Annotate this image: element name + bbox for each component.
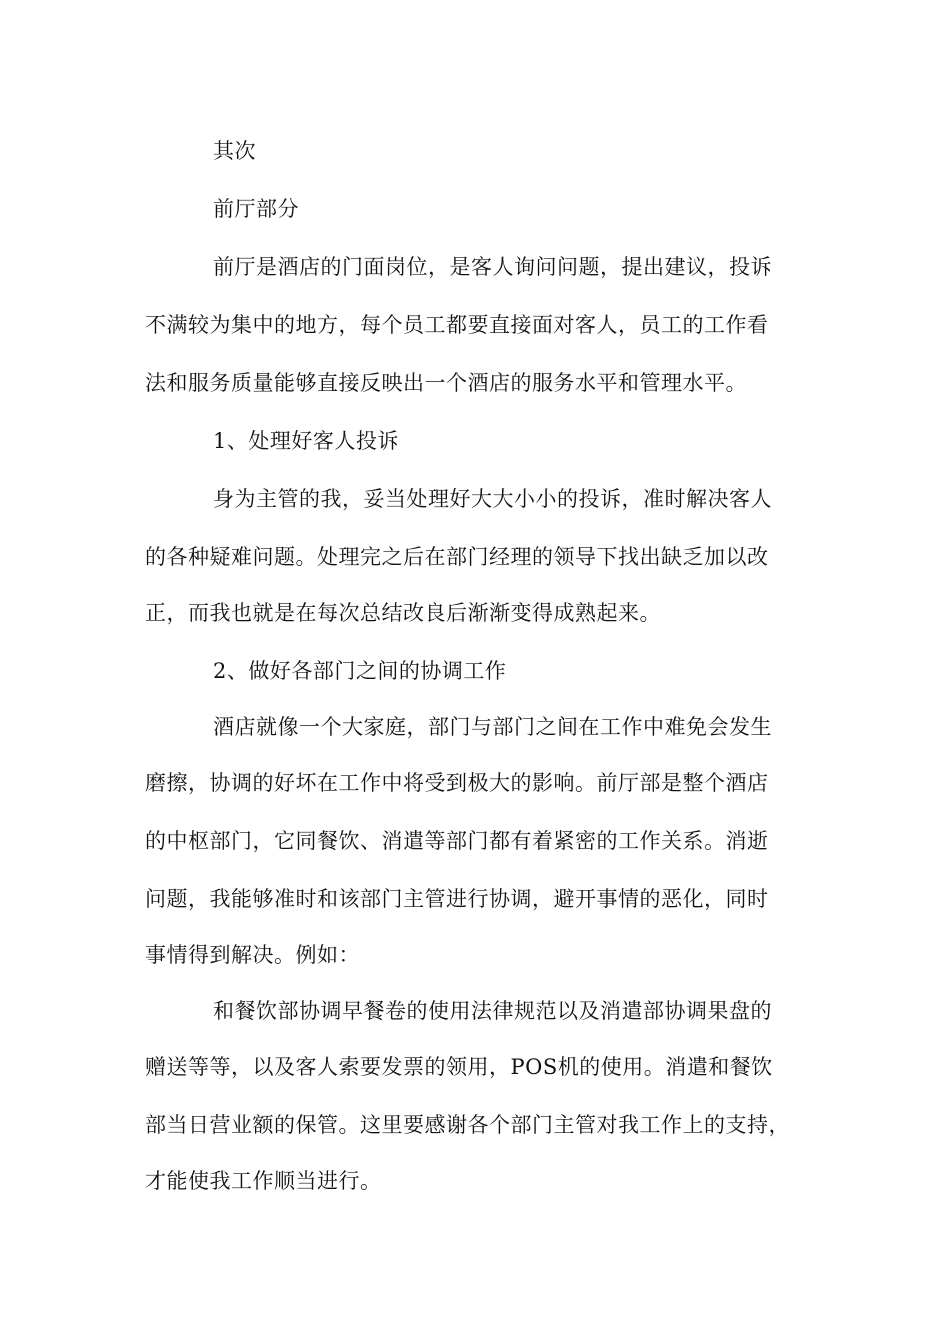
paragraph-line: 正，而我也就是在每次总结改良后渐渐变得成熟起来。 xyxy=(145,601,661,625)
paragraph-line: 事情得到解决。例如： xyxy=(145,943,360,967)
paragraph-line: 身为主管的我，妥当处理好大大小小的投诉，准时解决客人 xyxy=(213,487,772,511)
subheading-complaints: 1、处理好客人投诉 xyxy=(213,429,399,453)
paragraph-line: 不满较为集中的地方，每个员工都要直接面对客人，员工的工作看 xyxy=(145,313,769,337)
paragraph-line: 的各种疑难问题。处理完之后在部门经理的领导下找出缺乏加以改 xyxy=(145,545,769,569)
subheading-coordination: 2、做好各部门之间的协调工作 xyxy=(213,659,507,683)
paragraph-line: 和餐饮部协调早餐卷的使用法律规范以及消遣部协调果盘的 xyxy=(213,999,772,1023)
section-heading-second: 其次 xyxy=(213,139,256,163)
paragraph-line: 部当日营业额的保管。这里要感谢各个部门主管对我工作上的支持， xyxy=(145,1113,790,1137)
paragraph-line: 酒店就像一个大家庭，部门与部门之间在工作中难免会发生 xyxy=(213,715,772,739)
paragraph-line: 的中枢部门，它同餐饮、消遣等部门都有着紧密的工作关系。消逝 xyxy=(145,829,769,853)
paragraph-line: 法和服务质量能够直接反映出一个酒店的服务水平和管理水平。 xyxy=(145,371,747,395)
paragraph-line: 问题，我能够准时和该部门主管进行协调，避开事情的恶化，同时 xyxy=(145,887,769,911)
paragraph-line: 赠送等等，以及客人索要发票的领用，POS机的使用。消遣和餐饮 xyxy=(145,1055,773,1079)
paragraph-line: 前厅是酒店的门面岗位，是客人询问问题，提出建议，投诉 xyxy=(213,255,772,279)
paragraph-line: 才能使我工作顺当进行。 xyxy=(145,1169,382,1193)
section-heading-front-office: 前厅部分 xyxy=(213,197,299,221)
paragraph-line: 磨擦，协调的好坏在工作中将受到极大的影响。前厅部是整个酒店 xyxy=(145,771,769,795)
